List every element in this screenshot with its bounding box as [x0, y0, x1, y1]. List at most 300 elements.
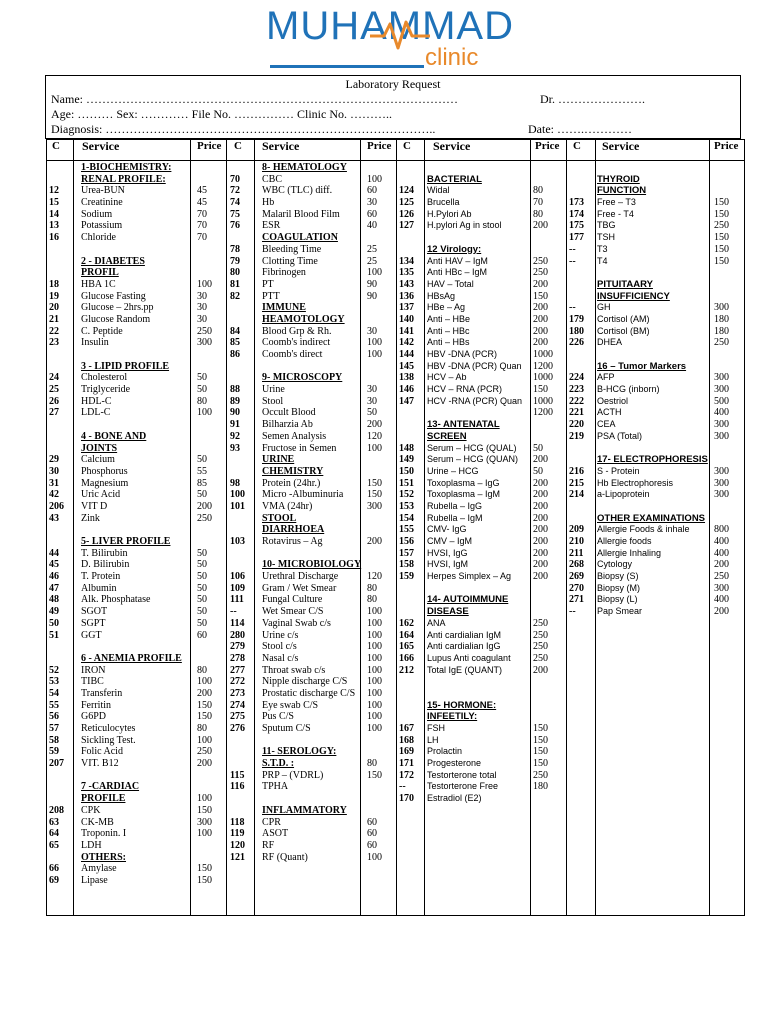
section-heading-row	[396, 431, 566, 443]
section-heading: THYROID	[597, 173, 640, 185]
section-heading: 6 - ANEMIA PROFILE	[81, 652, 182, 664]
service-price: 150	[714, 243, 729, 255]
service-name: HVSI, IgM	[427, 559, 469, 570]
service-code: 224	[569, 372, 584, 384]
service-price: 1200	[533, 407, 553, 419]
service-name: Folic Acid	[81, 746, 123, 758]
service-name: Magnesium	[81, 477, 129, 489]
service-name: Eye swab C/S	[262, 699, 319, 711]
service-row[interactable]	[46, 407, 226, 419]
service-name: ANA	[427, 617, 446, 628]
service-name: Zink	[81, 512, 100, 524]
service-row[interactable]	[46, 606, 226, 618]
clinic-logo	[250, 4, 520, 70]
service-row[interactable]	[226, 536, 396, 548]
service-row[interactable]	[226, 793, 396, 805]
service-price: 200	[533, 302, 548, 314]
service-row[interactable]	[46, 700, 226, 712]
service-name: Urethral Discharge	[262, 571, 339, 583]
service-row[interactable]	[566, 244, 744, 256]
service-price: 80	[367, 582, 377, 594]
service-row[interactable]	[46, 489, 226, 501]
service-row[interactable]	[566, 419, 744, 431]
service-row[interactable]	[226, 676, 396, 688]
service-row[interactable]	[226, 501, 396, 513]
service-row[interactable]	[46, 337, 226, 349]
service-row[interactable]	[226, 419, 396, 431]
service-row[interactable]	[396, 641, 566, 653]
service-price: 150	[367, 489, 382, 501]
service-code: 125	[399, 197, 414, 209]
service-code: 84	[230, 325, 240, 337]
service-row[interactable]	[226, 291, 396, 303]
service-row[interactable]	[566, 431, 744, 443]
service-row[interactable]	[46, 197, 226, 209]
service-row[interactable]	[566, 443, 744, 455]
service-name: Nipple discharge C/S	[262, 676, 348, 688]
service-row[interactable]	[226, 478, 396, 490]
service-code: --	[399, 781, 406, 793]
service-code: 206	[49, 500, 64, 512]
service-row[interactable]	[396, 302, 566, 314]
service-row[interactable]	[46, 863, 226, 875]
service-price: 200	[533, 337, 548, 349]
section-heading: PROFILE	[81, 793, 126, 805]
service-row[interactable]	[566, 220, 744, 232]
service-name: PRP – (VDRL)	[262, 769, 324, 781]
service-name: Throat swab c/s	[262, 664, 326, 676]
service-row[interactable]	[46, 220, 226, 232]
service-row[interactable]	[396, 653, 566, 665]
service-code: 20	[49, 302, 59, 314]
service-price: 100	[367, 267, 382, 279]
service-row[interactable]	[396, 793, 566, 805]
service-row[interactable]	[226, 770, 396, 782]
diagnosis-field[interactable]: Diagnosis: ………………………………………………………………………..	[51, 122, 436, 136]
service-row[interactable]	[46, 594, 226, 606]
service-row[interactable]	[226, 723, 396, 735]
service-row[interactable]	[226, 828, 396, 840]
service-price: 100	[367, 442, 382, 454]
section-heading: 11- SEROLOGY:	[262, 746, 337, 758]
service-price: 50	[197, 606, 207, 618]
service-row[interactable]	[396, 770, 566, 782]
service-row[interactable]	[566, 559, 744, 571]
service-column-4	[566, 162, 744, 618]
service-row[interactable]	[46, 466, 226, 478]
service-name: Nasal c/s	[262, 652, 299, 664]
service-row[interactable]	[396, 735, 566, 747]
service-code: 165	[399, 641, 414, 653]
service-name: Testorterone Free	[427, 781, 499, 792]
service-row[interactable]	[46, 770, 226, 782]
service-name: HBsAg	[427, 290, 456, 301]
service-row[interactable]	[566, 594, 744, 606]
service-row[interactable]	[46, 875, 226, 887]
service-row[interactable]	[46, 746, 226, 758]
service-row[interactable]	[396, 162, 566, 174]
service-price: 120	[367, 430, 382, 442]
service-row[interactable]	[396, 314, 566, 326]
service-price: 80	[197, 723, 207, 734]
service-row[interactable]	[396, 407, 566, 419]
service-row[interactable]	[396, 513, 566, 525]
service-row[interactable]	[396, 583, 566, 595]
service-price: 250	[197, 325, 212, 337]
service-row[interactable]	[396, 466, 566, 478]
service-row[interactable]	[226, 852, 396, 864]
service-row[interactable]	[46, 279, 226, 291]
service-row[interactable]	[396, 559, 566, 571]
header-code-3: C	[403, 140, 411, 152]
service-row[interactable]	[566, 583, 744, 595]
service-price: 100	[367, 349, 382, 360]
service-row[interactable]	[226, 606, 396, 618]
service-row[interactable]	[566, 326, 744, 338]
logo-underline	[270, 65, 424, 68]
service-row[interactable]	[226, 349, 396, 361]
service-name: Sickling Test.	[81, 734, 136, 746]
service-code: 210	[569, 536, 584, 547]
service-row[interactable]	[46, 583, 226, 595]
service-row[interactable]	[396, 220, 566, 232]
service-name: HVSI, IgG	[427, 547, 468, 558]
service-row[interactable]	[226, 817, 396, 829]
service-code: 280	[230, 629, 245, 641]
service-code: 156	[399, 536, 414, 547]
service-row[interactable]	[46, 840, 226, 852]
service-row[interactable]	[46, 641, 226, 653]
service-row[interactable]	[566, 396, 744, 408]
service-row[interactable]	[226, 337, 396, 349]
service-price: 30	[197, 302, 207, 314]
service-row[interactable]	[566, 256, 744, 268]
service-row[interactable]	[226, 256, 396, 268]
service-row[interactable]	[46, 454, 226, 466]
service-price: 150	[197, 863, 212, 875]
service-row[interactable]	[566, 571, 744, 583]
logo-brand-text: MUHAMMAD	[266, 4, 514, 48]
service-row[interactable]	[226, 711, 396, 723]
service-name: Hb	[262, 197, 275, 209]
service-row[interactable]	[226, 244, 396, 256]
service-row[interactable]	[226, 174, 396, 186]
service-row[interactable]	[396, 349, 566, 361]
service-row[interactable]	[566, 337, 744, 349]
service-row[interactable]	[46, 805, 226, 817]
service-name: Stool	[262, 395, 284, 407]
service-price: 200	[533, 454, 548, 466]
service-row[interactable]	[566, 314, 744, 326]
service-row[interactable]	[46, 524, 226, 536]
service-name: Pus C/S	[262, 711, 294, 723]
service-row[interactable]	[226, 326, 396, 338]
service-row[interactable]	[226, 279, 396, 291]
service-row[interactable]	[46, 326, 226, 338]
service-name: B-HCG (inborn)	[597, 384, 660, 395]
service-name: CK-MB	[81, 816, 114, 828]
service-name: TIBC	[81, 676, 104, 688]
service-row[interactable]	[226, 431, 396, 443]
service-name: CPK	[81, 804, 101, 816]
service-row[interactable]	[46, 419, 226, 431]
service-row[interactable]	[46, 244, 226, 256]
service-name: Occult Blood	[262, 407, 316, 419]
logo-sub-text: clinic	[425, 44, 479, 71]
service-row[interactable]	[46, 828, 226, 840]
service-row[interactable]	[396, 781, 566, 793]
service-row[interactable]	[226, 653, 396, 665]
service-row[interactable]	[566, 384, 744, 396]
service-row[interactable]	[226, 700, 396, 712]
section-heading: CHEMISTRY	[262, 465, 324, 477]
service-row[interactable]	[396, 326, 566, 338]
date-field[interactable]: Date: …….…………	[528, 122, 632, 136]
service-row[interactable]	[46, 209, 226, 221]
service-row[interactable]	[46, 735, 226, 747]
service-row[interactable]	[46, 384, 226, 396]
service-code: 180	[569, 325, 584, 337]
service-price: 250	[714, 571, 729, 583]
service-row[interactable]	[226, 641, 396, 653]
service-row[interactable]	[396, 396, 566, 408]
service-row[interactable]	[396, 232, 566, 244]
service-code: 277	[230, 664, 245, 676]
service-row[interactable]	[396, 197, 566, 209]
service-row[interactable]	[396, 746, 566, 758]
service-price: 30	[197, 290, 207, 302]
service-name: HCV -RNA (PCR) Quan	[427, 395, 523, 406]
section-heading-row	[566, 279, 744, 291]
service-row[interactable]	[396, 337, 566, 349]
service-name: ESR	[262, 220, 281, 232]
service-row[interactable]	[226, 583, 396, 595]
service-price: 50	[197, 559, 207, 571]
service-row[interactable]	[396, 665, 566, 677]
service-row[interactable]	[226, 618, 396, 630]
service-code: 212	[399, 664, 414, 676]
service-row[interactable]	[566, 536, 744, 548]
service-row[interactable]	[226, 840, 396, 852]
service-name: Calcium	[81, 454, 115, 466]
service-price: 300	[714, 582, 729, 594]
service-row[interactable]	[396, 489, 566, 501]
service-code: 152	[399, 489, 414, 501]
service-row[interactable]	[226, 396, 396, 408]
service-name: G6PD	[81, 711, 107, 723]
service-price: 60	[367, 816, 377, 828]
service-row[interactable]	[226, 571, 396, 583]
service-row[interactable]	[396, 361, 566, 373]
service-row[interactable]	[396, 723, 566, 735]
service-row[interactable]	[396, 688, 566, 700]
service-row[interactable]	[396, 478, 566, 490]
service-row[interactable]	[396, 267, 566, 279]
service-row[interactable]	[226, 548, 396, 560]
service-row[interactable]	[396, 571, 566, 583]
service-name: PTT	[262, 290, 280, 302]
section-heading: 5- LIVER PROFILE	[81, 536, 171, 547]
service-row[interactable]	[226, 489, 396, 501]
service-row[interactable]	[396, 501, 566, 513]
service-row[interactable]	[396, 291, 566, 303]
service-price: 200	[533, 500, 548, 512]
service-row[interactable]	[396, 372, 566, 384]
service-price: 200	[533, 547, 548, 559]
section-heading-row	[46, 267, 226, 279]
service-code: 121	[230, 851, 245, 863]
service-row[interactable]	[226, 594, 396, 606]
service-code: 208	[49, 804, 64, 816]
service-price: 500	[714, 395, 729, 407]
service-row[interactable]	[226, 267, 396, 279]
service-price: 400	[714, 594, 729, 606]
service-price: 40	[367, 220, 377, 232]
section-heading-row	[226, 758, 396, 770]
service-price: 300	[714, 489, 729, 501]
service-row[interactable]	[566, 302, 744, 314]
service-price: 50	[197, 582, 207, 594]
service-row[interactable]	[46, 372, 226, 384]
service-row[interactable]	[226, 220, 396, 232]
service-code: 119	[230, 828, 245, 840]
service-row[interactable]	[226, 407, 396, 419]
section-heading: 4 - BONE AND	[81, 430, 147, 442]
service-row[interactable]	[46, 618, 226, 630]
service-row[interactable]	[396, 454, 566, 466]
service-row[interactable]	[46, 185, 226, 197]
service-name: ACTH	[597, 407, 622, 418]
service-code: 12	[49, 185, 59, 197]
service-row[interactable]	[46, 559, 226, 571]
service-row[interactable]	[46, 302, 226, 314]
service-row[interactable]	[396, 536, 566, 548]
service-row[interactable]	[396, 185, 566, 197]
service-row[interactable]	[226, 735, 396, 747]
service-code: 170	[399, 793, 414, 805]
service-row[interactable]	[46, 711, 226, 723]
service-row[interactable]	[46, 349, 226, 361]
service-row[interactable]	[566, 501, 744, 513]
service-row[interactable]	[46, 758, 226, 770]
header-price-2: Price	[367, 140, 392, 152]
service-row[interactable]	[46, 676, 226, 688]
service-row[interactable]	[226, 361, 396, 373]
service-name: Protein (24hr.)	[262, 477, 321, 489]
service-name: Free - T4	[597, 208, 634, 219]
service-price: 200	[533, 524, 548, 536]
service-name: TPHA	[262, 781, 289, 793]
service-row[interactable]	[396, 618, 566, 630]
service-row[interactable]	[46, 630, 226, 642]
service-row[interactable]	[396, 279, 566, 291]
service-row[interactable]	[396, 630, 566, 642]
service-row[interactable]	[396, 443, 566, 455]
service-row[interactable]	[396, 548, 566, 560]
service-name: SGOT	[81, 606, 108, 618]
service-row[interactable]	[226, 630, 396, 642]
service-name: HAV – Total	[427, 278, 474, 289]
service-code: 127	[399, 220, 414, 232]
service-price: 250	[533, 255, 548, 267]
service-row[interactable]	[46, 548, 226, 560]
service-row[interactable]	[566, 524, 744, 536]
service-row[interactable]	[566, 548, 744, 560]
service-row[interactable]	[226, 665, 396, 677]
service-row[interactable]	[226, 781, 396, 793]
service-price: 70	[197, 220, 207, 232]
patient-info-field[interactable]: Age: ……… Sex: ………… File No. …………… Clinic No. ………..	[51, 107, 392, 121]
section-heading-row	[226, 524, 396, 536]
service-code: 57	[49, 723, 59, 734]
service-row[interactable]	[226, 209, 396, 221]
service-row[interactable]	[46, 665, 226, 677]
service-row[interactable]	[566, 349, 744, 361]
service-code: 166	[399, 652, 414, 664]
service-row[interactable]	[226, 384, 396, 396]
service-row[interactable]	[46, 513, 226, 525]
service-row[interactable]	[396, 758, 566, 770]
service-name: Malaril Blood Film	[262, 208, 340, 220]
service-row[interactable]	[46, 314, 226, 326]
service-row[interactable]	[396, 209, 566, 221]
name-field[interactable]: Name: …………………………………………………………………………………	[51, 92, 458, 106]
service-code: 54	[49, 687, 59, 699]
service-row[interactable]	[46, 501, 226, 513]
service-row[interactable]	[46, 232, 226, 244]
service-row[interactable]	[46, 571, 226, 583]
service-name: Urine	[262, 384, 285, 396]
service-row[interactable]	[226, 443, 396, 455]
service-row[interactable]	[566, 197, 744, 209]
service-row[interactable]	[46, 817, 226, 829]
service-row[interactable]	[396, 676, 566, 688]
doctor-field[interactable]: Dr. ………………….	[540, 92, 645, 106]
service-row[interactable]	[566, 466, 744, 478]
section-heading: S.T.D. :	[262, 758, 295, 770]
service-row[interactable]	[566, 209, 744, 221]
service-code: 46	[49, 571, 59, 583]
service-row[interactable]	[226, 688, 396, 700]
service-code: 51	[49, 629, 59, 641]
service-row[interactable]	[396, 524, 566, 536]
service-row[interactable]	[396, 384, 566, 396]
service-row[interactable]	[46, 478, 226, 490]
service-row[interactable]	[566, 606, 744, 618]
service-row[interactable]	[46, 291, 226, 303]
service-name: Anti cardialian IgM	[427, 629, 502, 640]
service-row[interactable]	[566, 489, 744, 501]
service-row[interactable]	[566, 162, 744, 174]
service-row[interactable]	[566, 407, 744, 419]
service-code: 14	[49, 208, 59, 220]
service-row[interactable]	[226, 197, 396, 209]
service-name: CMV- IgG	[427, 524, 467, 535]
service-row[interactable]	[46, 688, 226, 700]
service-row[interactable]	[46, 396, 226, 408]
service-name: Anti – HBe	[427, 313, 471, 324]
service-row[interactable]	[46, 723, 226, 735]
service-row[interactable]	[566, 267, 744, 279]
service-row[interactable]	[566, 232, 744, 244]
service-row[interactable]	[566, 372, 744, 384]
service-price: 200	[533, 325, 548, 337]
service-price: 80	[197, 395, 207, 407]
service-row[interactable]	[396, 256, 566, 268]
service-row[interactable]	[226, 185, 396, 197]
service-row[interactable]	[566, 478, 744, 490]
service-code: 116	[230, 781, 245, 793]
